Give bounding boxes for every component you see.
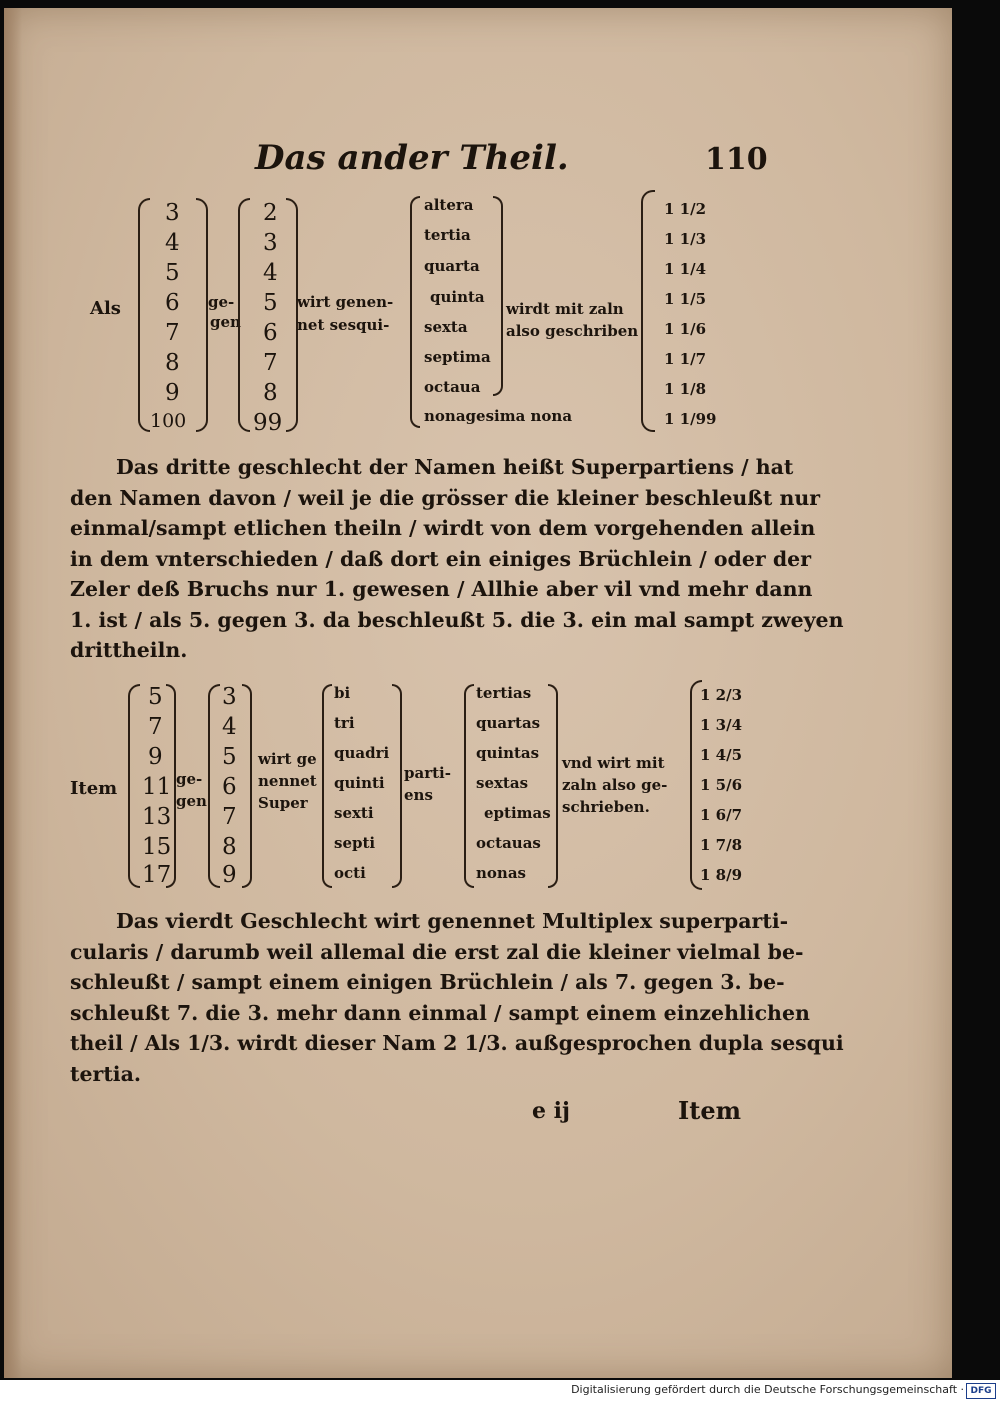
table2-a-3: 9 [148, 744, 163, 770]
table1-b-2: 3 [263, 230, 278, 256]
table1-b-8: 99 [253, 410, 283, 436]
table2-frac-6: 1 7/8 [700, 836, 743, 854]
brace [286, 198, 298, 432]
table2-frac-5: 1 6/7 [700, 806, 743, 824]
table2-prefix-7: octi [334, 864, 366, 882]
table2-name-4: sextas [476, 774, 529, 792]
table1-name-2: tertia [424, 226, 471, 244]
table2-prefix-6: septi [334, 834, 376, 852]
table2-prefix-3: quadri [334, 744, 390, 762]
text-line: drittheiln. [70, 638, 188, 662]
table2-result-2: zaln also ge- [562, 776, 668, 794]
table1-frac-7: 1 1/8 [664, 380, 707, 398]
table2-b-1: 3 [222, 684, 237, 710]
table2-b-3: 5 [222, 744, 237, 770]
table2-name-2: quartas [476, 714, 541, 732]
brace [641, 190, 655, 432]
text-line: tertia. [70, 1061, 141, 1086]
table1-mid-1: ge- [208, 293, 235, 311]
table1-a-8: 100 [150, 410, 187, 432]
brace [410, 196, 420, 428]
table2-prefix-2: tri [334, 714, 355, 732]
text-line: Das vierdt Geschlecht wirt genennet Multiplex superparti- [116, 909, 789, 933]
text-line: Zeler deß Bruchs nur 1. gewesen / Allhie aber vil vnd mehr dann [70, 577, 813, 601]
table2-b-2: 4 [222, 714, 237, 740]
table1-name-7: octaua [424, 378, 481, 396]
table1-a-2: 4 [165, 230, 180, 256]
table2-verb-2: nennet [258, 772, 317, 790]
folio-number: 110 [705, 142, 768, 177]
table1-frac-2: 1 1/3 [664, 230, 707, 248]
brace [196, 198, 208, 432]
paragraph-superpartiens [70, 452, 844, 666]
signature-mark: e ij [532, 1098, 570, 1124]
table2-a-4: 11 [142, 774, 172, 800]
table1-verb-2: net sesqui- [297, 316, 390, 334]
table1-frac-8: 1 1/99 [664, 410, 717, 428]
table2-name-5: eptimas [484, 804, 551, 822]
table2-a-5: 13 [142, 804, 172, 830]
table2-a-7: 17 [142, 862, 172, 888]
table2-name-3: quintas [476, 744, 540, 762]
table1-frac-3: 1 1/4 [664, 260, 707, 278]
catchword: Item [678, 1096, 741, 1125]
brace [322, 684, 332, 888]
table2-verb-1: wirt ge [258, 750, 317, 768]
table1-a-5: 7 [165, 320, 180, 346]
brace [548, 684, 558, 888]
table1-name-6: septima [424, 348, 491, 366]
paragraph-multiplex [70, 906, 844, 1089]
table1-a-3: 5 [165, 260, 180, 286]
table1-b-4: 5 [263, 290, 278, 316]
table1-b-3: 4 [263, 260, 278, 286]
text-line: 1. ist / als 5. gegen 3. da beschleußt 5. die 3. ein mal sampt zweyen [70, 607, 844, 632]
text-line: theil / Als 1/3. wirdt dieser Nam 2 1/3. außgesprochen dupla sesqui [70, 1031, 844, 1055]
text-line: in dem vnterschieden / daß dort ein einiges Brüchlein / oder der [70, 546, 812, 571]
table1-verb-1: wirt genen- [297, 293, 394, 311]
table2-frac-2: 1 3/4 [700, 716, 743, 734]
brace [138, 198, 150, 432]
running-title: Das ander Theil. [255, 138, 569, 178]
brace [166, 684, 176, 888]
text-line: Das dritte geschlecht der Namen heißt Superpartiens / hat [116, 455, 794, 479]
table2-mid-2: gen [176, 792, 207, 810]
table1-b-7: 8 [263, 380, 278, 406]
table2-name-7: nonas [476, 864, 526, 882]
table1-result-1: wirdt mit zaln [506, 300, 624, 318]
text-line: cularis / darumb weil allemal die erst zal die kleiner vielmal be- [70, 939, 804, 964]
text-line: den Namen davon / weil je die grösser die kleiner beschleußt nur [70, 485, 821, 510]
table1-name-3: quarta [424, 257, 480, 275]
table2-frac-4: 1 5/6 [700, 776, 743, 794]
table2-frac-1: 1 2/3 [700, 686, 743, 704]
dfg-logo: DFG [966, 1383, 996, 1399]
table1-frac-1: 1 1/2 [664, 200, 707, 218]
table2-frac-7: 1 8/9 [700, 866, 743, 884]
table1-b-6: 7 [263, 350, 278, 376]
text-line: einmal/sampt etlichen theiln / wirdt von dem vorgehenden allein [70, 516, 816, 540]
table2-a-2: 7 [148, 714, 163, 740]
table1-name-5: sexta [424, 318, 468, 336]
table1-frac-6: 1 1/7 [664, 350, 707, 368]
table2-mid-1: ge- [176, 770, 203, 788]
brace [464, 684, 474, 888]
table1-a-4: 6 [165, 290, 180, 316]
table2-a-6: 15 [142, 834, 172, 860]
brace [392, 684, 402, 888]
table1-b-1: 2 [263, 200, 278, 226]
table1-frac-5: 1 1/6 [664, 320, 707, 338]
table2-lead: Item [70, 778, 118, 799]
table1-b-5: 6 [263, 320, 278, 346]
brace [238, 198, 250, 432]
table2-a-1: 5 [148, 684, 163, 710]
table2-name-6: octauas [476, 834, 541, 852]
text-line: schleußt / sampt einem einigen Brüchlein / als 7. gegen 3. be- [70, 970, 785, 994]
table2-b-7: 9 [222, 862, 237, 888]
table1-name-1: altera [424, 196, 474, 214]
table1-name-4: quinta [430, 288, 485, 306]
brace [208, 684, 220, 888]
table2-part-2: ens [404, 786, 433, 804]
table2-part-1: parti- [404, 764, 451, 782]
table1-a-1: 3 [165, 200, 180, 226]
table2-prefix-1: bi [334, 684, 351, 702]
brace [128, 684, 140, 888]
table2-b-4: 6 [222, 774, 237, 800]
table2-prefix-4: quinti [334, 774, 385, 792]
table1-name-8: nonagesima nona [424, 407, 573, 425]
table2-b-5: 7 [222, 804, 237, 830]
brace [242, 684, 252, 888]
table2-b-6: 8 [222, 834, 237, 860]
funding-credit: Digitalisierung gefördert durch die Deutsche Forschungsgemeinschaft · [571, 1383, 964, 1396]
table1-mid-2: gen [210, 313, 241, 331]
table2-prefix-5: sexti [334, 804, 374, 822]
table2-result-3: schrieben. [562, 798, 650, 816]
table1-frac-4: 1 1/5 [664, 290, 707, 308]
text-line: schleußt 7. die 3. mehr dann einmal / sampt einem einzehlichen [70, 1000, 810, 1025]
table2-verb-3: Super [258, 794, 308, 812]
table2-frac-3: 1 4/5 [700, 746, 743, 764]
table2-name-1: tertias [476, 684, 532, 702]
table1-a-7: 9 [165, 380, 180, 406]
table1-a-6: 8 [165, 350, 180, 376]
brace [493, 196, 503, 396]
table2-result-1: vnd wirt mit [562, 754, 665, 772]
table1-lead: Als [90, 298, 121, 319]
table1-result-2: also geschriben [506, 322, 639, 340]
